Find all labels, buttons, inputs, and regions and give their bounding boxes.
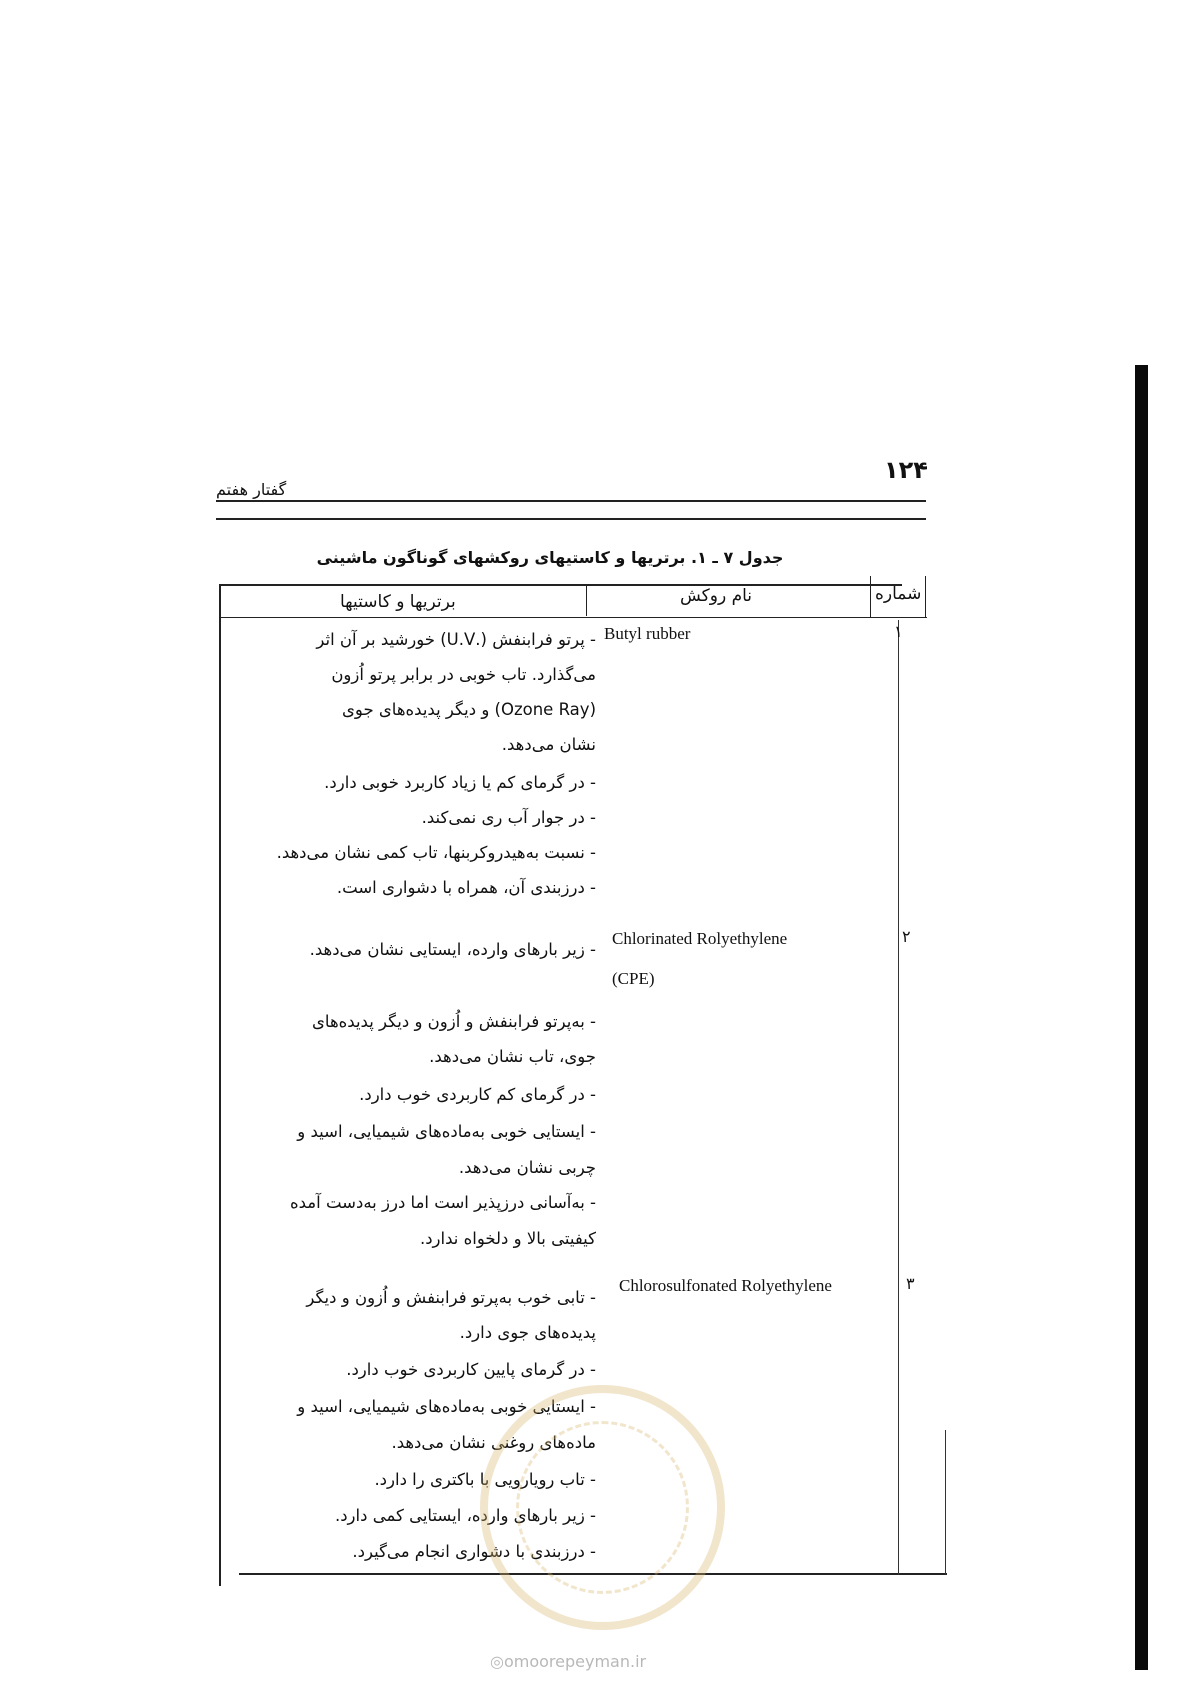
coating-name: Chlorinated Rolyethylene: [612, 929, 788, 948]
coating-name: Chlorosulfonated Rolyethylene: [619, 1276, 832, 1295]
header-rule: [216, 518, 926, 520]
column-header-properties: برتریها و کاستیها: [340, 592, 456, 612]
chapter-title: گفتار هفتم: [216, 480, 287, 499]
header-rule: [216, 500, 926, 502]
coating-name: Butyl rubber: [604, 624, 691, 643]
property-line: - زیر بارهای وارده، ایستایی کمی دارد.: [334, 1506, 596, 1525]
table-border-right: [925, 576, 926, 618]
property-line: نشان می‌دهد.: [501, 735, 596, 754]
row-number: ۱: [894, 622, 903, 641]
property-line: - زیر بارهای وارده، ایستایی نشان می‌دهد.: [309, 940, 596, 959]
page-number: ۱۲۴: [884, 456, 928, 484]
column-divider: [870, 576, 871, 618]
property-line: (Ozone Ray) و دیگر پدیده‌های جوی: [342, 700, 596, 719]
table-border-right: [898, 620, 899, 1575]
table-caption: جدول ۷ ـ ۱. برتریها و کاستیهای روکشهای گوناگون ماشینی: [316, 548, 784, 567]
property-line: - ایستایی خوبی به‌ماده‌های شیمیایی، اسید و: [297, 1397, 596, 1416]
globe-icon: ◎: [490, 1652, 504, 1671]
column-divider: [586, 584, 587, 616]
property-line: - به‌آسانی درزپذیر است اما درز به‌دست آمده: [289, 1193, 596, 1212]
property-line: پدیده‌های جوی دارد.: [459, 1323, 596, 1342]
coating-name-abbreviation: (CPE): [612, 969, 655, 988]
property-line: ماده‌های روغنی نشان می‌دهد.: [391, 1433, 596, 1452]
table-border-right: [945, 1430, 946, 1575]
property-line: - تاب رویارویی با باکتری را دارد.: [374, 1470, 596, 1489]
property-line: - درزبندی با دشواری انجام می‌گیرد.: [352, 1542, 596, 1561]
property-line: - به‌پرتو فرابنفش و اُزون و دیگر پدیده‌های: [312, 1012, 596, 1031]
property-line: - درزبندی آن، همراه با دشواری است.: [336, 878, 596, 897]
property-line: چربی نشان می‌دهد.: [458, 1158, 596, 1177]
property-line: - ایستایی خوبی به‌ماده‌های شیمیایی، اسید و: [297, 1122, 596, 1141]
watermark-url-text: omoorepeyman.ir: [503, 1652, 647, 1671]
column-header-number: شماره: [875, 584, 922, 604]
property-line: کیفیتی بالا و دلخواه ندارد.: [419, 1229, 596, 1248]
header-row-divider: [219, 617, 927, 618]
property-line: - در گرمای پایین کاربردی خوب دارد.: [346, 1360, 596, 1379]
property-line: - در گرمای کم کاربردی خوب دارد.: [359, 1085, 596, 1104]
property-line: - پرتو فرابنفش (.U.V) خورشید بر آن اثر: [316, 630, 596, 649]
property-line: - نسبت به‌هیدروکربنها، تاب کمی نشان می‌دهد.: [276, 843, 596, 862]
property-line: - تابی خوب به‌پرتو فرابنفش و اُزون و دیگر: [306, 1288, 596, 1307]
row-number: ۳: [906, 1274, 915, 1293]
column-header-name: نام روکش: [680, 586, 753, 606]
row-number: ۲: [902, 927, 911, 946]
property-line: جوی، تاب نشان می‌دهد.: [429, 1047, 596, 1066]
property-line: می‌گذارد. تاب خوبی در برابر پرتو اُزون: [331, 665, 596, 684]
property-line: - در گرمای کم یا زیاد کاربرد خوبی دارد.: [324, 773, 596, 792]
property-line: - در جوار آب ری نمی‌کند.: [421, 808, 596, 827]
watermark-seal-icon: [480, 1385, 725, 1630]
scan-edge-bar: [1135, 365, 1148, 1670]
watermark-url: [490, 1652, 646, 1671]
